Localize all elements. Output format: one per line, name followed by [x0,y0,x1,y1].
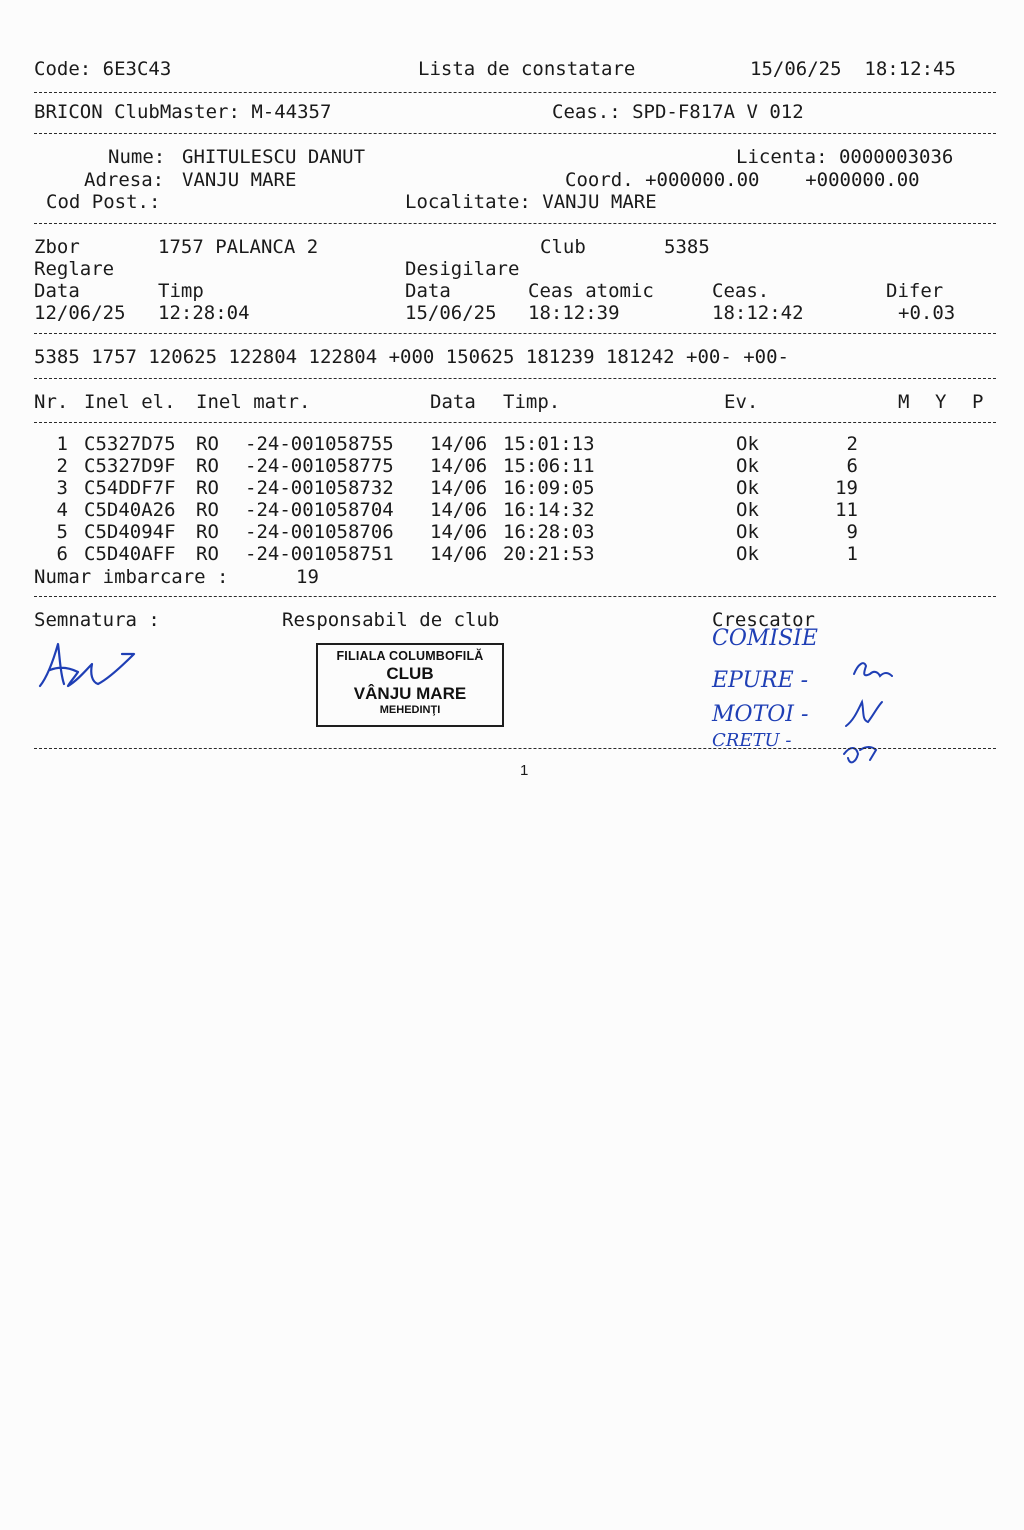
divider [34,333,996,334]
row-event: Ok [736,433,759,455]
code-line: 5385 1757 120625 122804 122804 +000 150625 181239 181242 +00- +00- [34,346,789,368]
data-label: Data [34,280,80,302]
row-inel-matr: -24-001058751 [245,543,394,565]
numar-imbarcare-label: Numar imbarcare : [34,566,229,588]
stamp-line-2: CLUB [386,664,434,683]
difference: +0.03 [898,302,956,324]
handwriting-line: EPURE - [712,668,809,693]
owner-name: GHITULESCU DANUT [182,146,366,168]
signature-mark [34,636,144,696]
row-inel-matr: -24-001058755 [245,433,394,455]
coordinates: Coord. +000000.00 +000000.00 [565,169,920,191]
data2-label: Data [405,280,451,302]
col-data: Data [430,391,476,413]
handwritten-initials [840,650,904,770]
col-m: M [898,391,910,413]
handwriting-line: MOTOI - [712,702,809,727]
row-country: RO [196,455,219,477]
club-label: Club [540,236,586,258]
row-inel-el: C5D40AFF [84,543,176,565]
row-inel-matr: -24-001058732 [245,477,394,499]
row-inel-matr: -24-001058704 [245,499,394,521]
stamp-line-3: VÂNJU MARE [353,684,467,703]
handwriting-line: COMISIE [712,626,818,651]
club-number: 5385 [664,236,710,258]
localitate: Localitate: VANJU MARE [405,191,657,213]
club-stamp [316,643,504,727]
reglare-date: 12/06/25 [34,302,126,324]
row-time: 20:21:53 [503,543,595,565]
row-position: 6 [846,455,858,477]
stamp-line-1: FILIALA COLUMBOFILĂ [336,649,484,663]
row-country: RO [196,433,219,455]
row-position: 11 [835,499,858,521]
ceas-label: Ceas. [712,280,770,302]
col-inel-matr: Inel matr. [196,391,311,413]
row-inel-matr: -24-001058706 [245,521,394,543]
row-time: 16:14:32 [503,499,595,521]
row-country: RO [196,477,219,499]
divider [34,378,996,379]
zbor-label: Zbor [34,236,80,258]
row-time: 15:01:13 [503,433,595,455]
row-time: 15:06:11 [503,455,595,477]
row-date: 14/06 [430,455,488,477]
clock-time: 18:12:42 [712,302,804,324]
row-time: 16:28:03 [503,521,595,543]
desigilare-date: 15/06/25 [405,302,497,324]
row-event: Ok [736,499,759,521]
row-event: Ok [736,455,759,477]
ceas-atomic-label: Ceas atomic [528,280,654,302]
divider [34,223,996,224]
clock-id: Ceas.: SPD-F817A V 012 [552,101,804,123]
crescator-label: Crescator [712,609,815,631]
row-nr: 4 [56,499,68,521]
header-datetime: 15/06/25 18:12:45 [750,58,956,80]
handwriting-line: CRETU - [712,730,792,751]
reglare-label: Reglare [34,258,115,280]
divider [34,422,996,423]
cod-post-label: Cod Post.: [46,191,161,213]
race-name: 1757 PALANCA 2 [158,236,319,258]
row-nr: 2 [56,455,68,477]
row-date: 14/06 [430,477,488,499]
license-number: Licenta: 0000003036 [736,146,954,168]
row-nr: 5 [56,521,68,543]
clubmaster-id: BRICON ClubMaster: M-44357 [34,101,332,123]
row-inel-el: C54DDF7F [84,477,176,499]
responsabil-label: Responsabil de club [282,609,500,631]
row-event: Ok [736,543,759,565]
col-timp: Timp. [503,391,561,413]
row-date: 14/06 [430,433,488,455]
col-nr: Nr. [34,391,69,413]
row-time: 16:09:05 [503,477,595,499]
row-country: RO [196,521,219,543]
row-inel-el: C5D4094F [84,521,176,543]
row-event: Ok [736,521,759,543]
page-number: 1 [520,762,529,779]
row-position: 1 [846,543,858,565]
row-nr: 1 [56,433,68,455]
owner-address: VANJU MARE [182,169,297,191]
difer-label: Difer [886,280,944,302]
row-event: Ok [736,477,759,499]
row-inel-el: C5327D9F [84,455,176,477]
col-y: Y [935,391,947,413]
divider [34,748,996,749]
row-country: RO [196,499,219,521]
numar-imbarcare: 19 [296,566,319,588]
row-position: 19 [835,477,858,499]
nume-label: Nume: [108,146,166,168]
divider [34,596,996,597]
row-date: 14/06 [430,499,488,521]
reglare-time: 12:28:04 [158,302,250,324]
stamp-line-4: MEHEDINŢI [379,704,441,716]
row-inel-matr: -24-001058775 [245,455,394,477]
row-inel-el: C5327D75 [84,433,176,455]
row-country: RO [196,543,219,565]
row-inel-el: C5D40A26 [84,499,176,521]
row-position: 9 [846,521,858,543]
desigilare-label: Desigilare [405,258,520,280]
row-position: 2 [846,433,858,455]
adresa-label: Adresa: [84,169,165,191]
document-title: Lista de constatare [418,58,636,80]
col-ev: Ev. [724,391,759,413]
col-p: P [972,391,984,413]
row-date: 14/06 [430,521,488,543]
divider [34,92,996,93]
divider [34,133,996,134]
row-date: 14/06 [430,543,488,565]
row-nr: 3 [56,477,68,499]
atomic-time: 18:12:39 [528,302,620,324]
semnatura-label: Semnatura : [34,609,160,631]
col-inel-el: Inel el. [84,391,176,413]
timp-label: Timp [158,280,204,302]
code-label: Code: 6E3C43 [34,58,172,80]
row-nr: 6 [56,543,68,565]
